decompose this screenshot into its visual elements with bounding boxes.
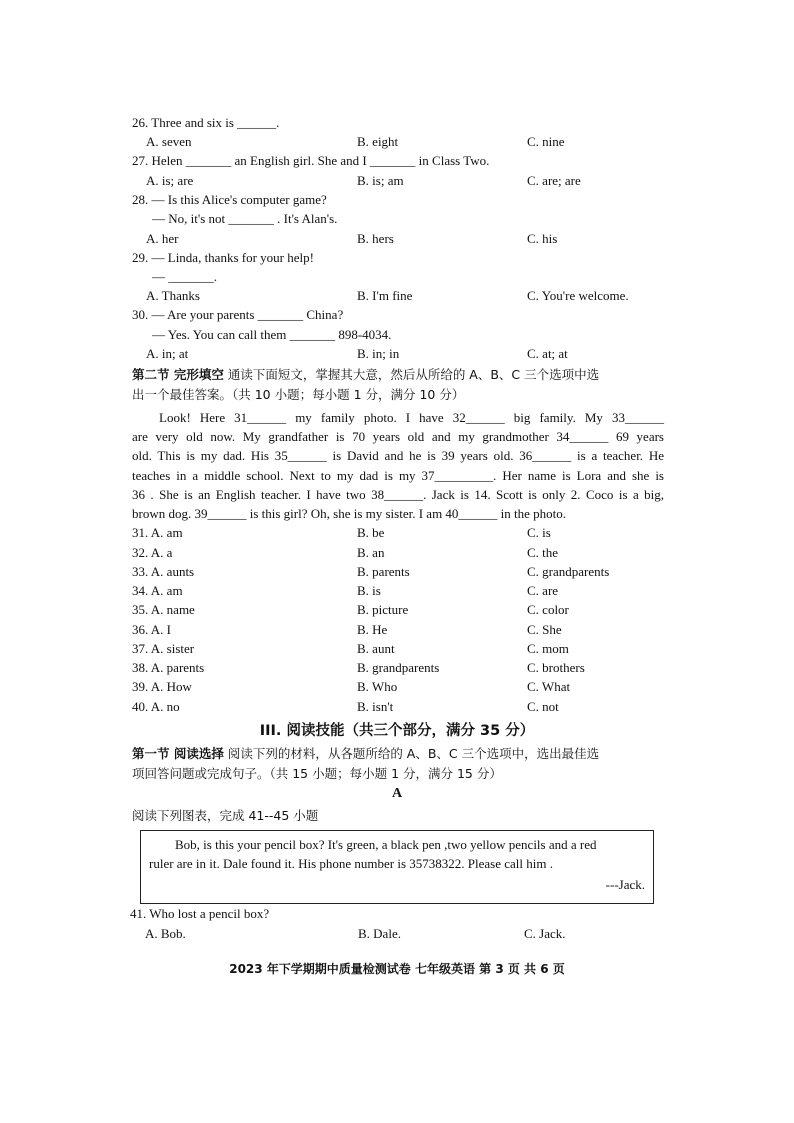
q26-option-c: C. nine: [527, 134, 565, 149]
passage-line: 36 . She is an English teacher. I have two 38______. Jack is 14. Scott is only 2. Coco is a big,: [132, 486, 664, 502]
q41-option-a: A. Bob.: [145, 926, 186, 941]
question-41-stem: 41. Who lost a pencil box?: [130, 906, 270, 921]
cloze-option-a: 36. A. I: [132, 622, 171, 637]
question-29-stem: 29. — Linda, thanks for your help!: [132, 250, 314, 265]
cloze-option-b: B. Who: [357, 679, 398, 694]
cloze-option-a: 39. A. How: [132, 679, 192, 694]
question-30-stem: 30. — Are your parents _______ China?: [132, 307, 344, 322]
cloze-option-a: 40. A. no: [132, 699, 180, 714]
q41-option-b: B. Dale.: [358, 926, 401, 941]
section2-heading-line2: 出一个最佳答案。（共 10 小题；每小题 1 分，满分 10 分）: [132, 387, 465, 402]
q26-option-a: A. seven: [146, 134, 192, 149]
cloze-option-a: 35. A. name: [132, 602, 195, 617]
q28-option-b: B. hers: [357, 231, 394, 246]
cloze-option-c: C. grandparents: [527, 564, 610, 579]
section2-heading-line1: [132, 365, 664, 384]
cloze-option-b: B. parents: [357, 564, 410, 579]
cloze-option-b: B. isn't: [357, 699, 394, 714]
part3-sub-line2: 项回答问题或完成句子。（共 15 小题；每小题 1 分，满分 15 分）: [132, 766, 502, 781]
cloze-option-b: B. picture: [357, 602, 409, 617]
cloze-option-c: C. She: [527, 622, 562, 637]
q27-option-a: A. is; are: [146, 173, 194, 188]
notice-line-2: ruler are in it. Dale found it. His phone number is 35738322. Please call him .: [149, 856, 553, 871]
cloze-option-b: B. be: [357, 525, 385, 540]
cloze-option-a: 31. A. am: [132, 525, 183, 540]
cloze-option-b: B. an: [357, 545, 385, 560]
q29-option-c: C. You're welcome.: [527, 288, 629, 303]
cloze-option-a: 33. A. aunts: [132, 564, 195, 579]
passage-line: teaches in a middle school. Next to my dad is my 37_________. Her name is Lora and she is: [132, 467, 664, 483]
part3-sub-text: 阅读下列的材料，从各题所给的 A、B、C 三个选项中，选出最佳选: [223, 746, 600, 761]
question-28-stem: 28. — Is this Alice's computer game?: [132, 192, 327, 207]
part3-title: III. 阅读技能（共三个部分，满分 35 分）: [259, 723, 535, 739]
question-30-reply: — Yes. You can call them _______ 898-4034.: [152, 327, 392, 342]
part3-sub-line1: [132, 744, 599, 763]
notice-signature: ---Jack.: [605, 877, 645, 892]
q27-option-b: B. is; am: [357, 173, 404, 188]
q29-option-b: B. I'm fine: [357, 288, 413, 303]
q30-option-b: B. in; in: [357, 346, 400, 361]
passage-line: brown dog. 39______ is this girl? Oh, she is my sister. I am 40______ in the photo.: [132, 505, 567, 521]
part3-sub-title: 第一节 阅读选择: [132, 746, 224, 761]
notice-box: [140, 830, 654, 904]
cloze-option-c: C. is: [527, 525, 551, 540]
cloze-option-c: C. What: [527, 679, 571, 694]
question-27-stem: 27. Helen _______ an English girl. She and I _______ in Class Two.: [132, 153, 490, 168]
cloze-option-c: C. the: [527, 545, 559, 560]
reading-section-letter: A: [391, 786, 403, 801]
passage-line: are very old now. My grandfather is 70 years old and my grandmother 34______ 69 years: [132, 429, 664, 445]
q28-option-a: A. her: [146, 231, 179, 246]
reading-instruction: 阅读下列图表，完成 41--45 小题: [132, 808, 319, 823]
section2-heading-text: 通读下面短文，掌握其大意，然后从所给的 A、B、C 三个选项中选: [223, 367, 600, 382]
q26-option-b: B. eight: [357, 134, 399, 149]
cloze-option-c: C. color: [527, 602, 569, 617]
q27-option-c: C. are; are: [527, 173, 581, 188]
cloze-option-a: 37. A. sister: [132, 641, 195, 656]
cloze-option-a: 38. A. parents: [132, 660, 205, 675]
cloze-passage: [132, 408, 664, 523]
passage-line: Look! Here 31______ my family photo. I have 32______ big family. My 33______: [159, 410, 664, 425]
cloze-option-c: C. mom: [527, 641, 569, 656]
cloze-option-b: B. He: [357, 622, 388, 637]
cloze-option-a: 34. A. am: [132, 583, 183, 598]
q29-option-a: A. Thanks: [146, 288, 200, 303]
cloze-option-b: B. aunt: [357, 641, 395, 656]
q41-option-c: C. Jack.: [524, 926, 566, 941]
q30-option-c: C. at; at: [527, 346, 568, 361]
cloze-option-b: B. is: [357, 583, 381, 598]
q30-option-a: A. in; at: [146, 346, 189, 361]
cloze-option-c: C. are: [527, 583, 559, 598]
question-28-reply: — No, it's not _______ . It's Alan's.: [152, 211, 338, 226]
cloze-option-b: B. grandparents: [357, 660, 440, 675]
page-footer: 2023 年下学期期中质量检测试卷 七年级英语 第 3 页 共 6 页: [229, 962, 565, 976]
notice-line-1: Bob, is this your pencil box? It's green, a black pen ,two yellow pencils and a red: [175, 837, 597, 852]
cloze-option-a: 32. A. a: [132, 545, 173, 560]
question-29-reply: — _______.: [152, 269, 217, 284]
cloze-option-c: C. not: [527, 699, 559, 714]
passage-line: old. This is my dad. His 35______ is David and he is 39 years old. 36______ is a teacher. He: [132, 448, 664, 464]
cloze-option-c: C. brothers: [527, 660, 585, 675]
question-26-stem: 26. Three and six is ______.: [132, 115, 280, 130]
section2-heading-title: 第二节 完形填空: [132, 367, 224, 382]
q28-option-c: C. his: [527, 231, 558, 246]
